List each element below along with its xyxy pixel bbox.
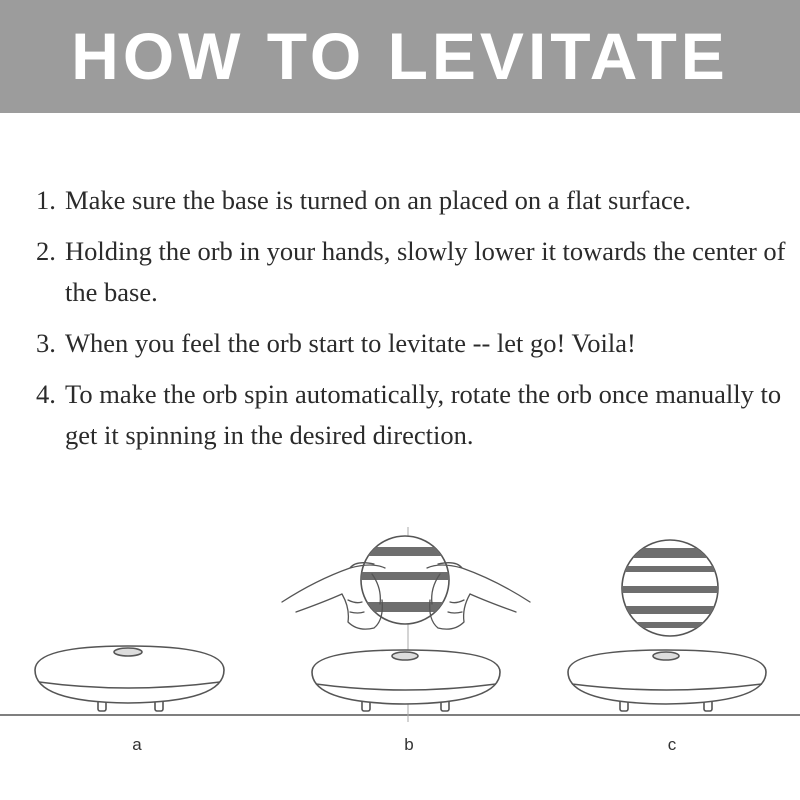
step-text: To make the orb spin automatically, rotate the orb once manually to get it spinning in the desired direction. (65, 379, 782, 450)
base-c (568, 650, 766, 711)
header-banner (0, 0, 800, 113)
page-title: HOW TO LEVITATE (71, 18, 729, 93)
step-1 (36, 180, 786, 221)
orb-b (355, 536, 455, 624)
step-text: When you feel the orb start to levitate -- let go! Voila! (65, 328, 636, 358)
step-2 (36, 231, 786, 313)
step-text: Holding the orb in your hands, slowly lower it towards the center of the base. (65, 236, 786, 307)
figure-label-b: b (404, 735, 414, 754)
figure-label-a: a (132, 735, 142, 754)
step-number: 1. (36, 185, 56, 215)
base-b (312, 650, 500, 711)
orb-c (615, 540, 725, 636)
step-number: 4. (36, 379, 56, 409)
base-a (35, 646, 224, 711)
step-number: 3. (36, 328, 56, 358)
figure-label-c: c (667, 735, 677, 754)
step-3 (36, 323, 786, 364)
instruction-list (36, 180, 786, 466)
levitation-illustration (0, 520, 800, 800)
step-number: 2. (36, 236, 56, 266)
step-4 (36, 374, 786, 456)
step-text: Make sure the base is turned on an placed on a flat surface. (65, 185, 692, 215)
